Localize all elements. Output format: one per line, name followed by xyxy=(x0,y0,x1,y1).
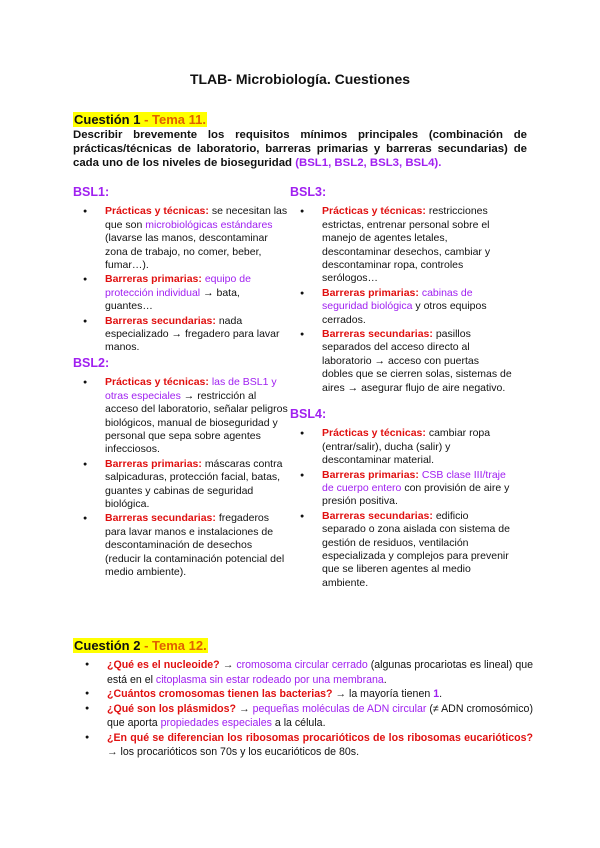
question-2-label-wrap xyxy=(73,638,208,653)
list-item xyxy=(105,273,288,313)
item-label: Prácticas y técnicas: xyxy=(105,205,209,218)
item-highlight: citoplasma sin estar rodeado por una membrana xyxy=(155,673,384,686)
item-label: Prácticas y técnicas: xyxy=(322,427,426,440)
item-highlight: las de BSL1 y otras especiales xyxy=(105,376,277,402)
item-text: → bata, guantes… xyxy=(105,286,240,313)
item-label: Barreras primarias: xyxy=(105,273,202,286)
item-text: máscaras contra salpicaduras, protección facial, batas, guantes y cabinas de seguridad biológica. xyxy=(105,457,283,511)
question-1-label: Cuestión 1 xyxy=(74,112,141,127)
arrow-text: → xyxy=(236,702,253,715)
item-text: y otros equipos cerrados. xyxy=(322,300,487,326)
item-text: (≠ ADN cromosómico) que aporta xyxy=(107,702,533,729)
item-label: Barreras primarias: xyxy=(322,286,419,299)
item-text: edificio separado o zona aislada con sistema de gestión de residuos, ventilación especializada y complejos para prevenir que se liberen agentes al medio ambiente. xyxy=(322,509,510,589)
question-1-header xyxy=(73,112,207,127)
bsl3-list xyxy=(290,205,512,395)
sub-question: ¿Qué son los plásmidos? xyxy=(107,702,237,715)
item-highlight: 1 xyxy=(433,688,440,700)
bsl4-list xyxy=(290,427,512,590)
sub-question: ¿En qué se diferencian los ribosomas procarióticos de los ribosomas eucarióticos? xyxy=(107,731,533,744)
question-2-label: Cuestión 2 xyxy=(74,638,141,653)
list-item xyxy=(105,512,288,579)
item-highlight: cromosoma circular cerrado xyxy=(236,659,368,671)
list-item xyxy=(322,469,512,509)
question-1-prompt-levels: (BSL1, BSL2, BSL3, BSL4). xyxy=(295,157,442,169)
list-item xyxy=(322,287,512,327)
bsl2-list xyxy=(73,376,288,579)
item-text: (lavarse las manos, descontaminar zona de trabajo, no comer, beber, fumar…). xyxy=(105,232,268,272)
item-text: cambiar ropa (entrar/salir), ducha (salir) y descontaminar material. xyxy=(322,427,491,467)
item-text: nada especializado → fregadero para lavar manos. xyxy=(105,314,280,354)
item-text: a la célula. xyxy=(271,717,326,729)
item-label: Prácticas y técnicas: xyxy=(105,376,209,389)
item-highlight: pequeñas moléculas de ADN circular xyxy=(252,702,427,715)
item-text: pasillos separados del acceso directo al laboratorio → acceso con puertas dobles que se cierren solas, sistemas de aires → asegurar flujo de aire negativo. xyxy=(322,328,512,394)
item-text: los procarióticos son 70s y los eucarióticos de 80s. xyxy=(120,746,360,758)
item-highlight: equipo de protección individual xyxy=(105,273,251,299)
bsl1-section xyxy=(73,186,288,356)
item-text: se necesitan las que son xyxy=(105,205,288,231)
item-label: Barreras secundarias: xyxy=(105,314,216,327)
item-highlight: microbiológicas estándares xyxy=(145,218,273,231)
item-text: la mayoría tienen xyxy=(348,688,434,700)
question-1-label-wrap xyxy=(73,112,207,127)
bsl3-heading: BSL3: xyxy=(290,185,327,199)
bsl3-section xyxy=(290,186,512,396)
item-text: con provisión de aire y presión positiva. xyxy=(322,482,510,508)
list-item xyxy=(322,510,512,590)
item-highlight: cabinas de seguridad biológica xyxy=(322,286,473,313)
question-2-tema: Tema 12. xyxy=(152,638,207,653)
item-label: Barreras secundarias: xyxy=(105,512,216,525)
sub-question: ¿Cuántos cromosomas tienen las bacterias? xyxy=(107,688,333,700)
list-item xyxy=(322,427,512,467)
item-text: . xyxy=(383,673,387,686)
item-highlight: CSB clase III/traje de cuerpo entero xyxy=(322,468,506,495)
question-2-header xyxy=(73,638,208,653)
question-2-list-wrap xyxy=(73,658,533,760)
bsl2-section xyxy=(73,357,288,581)
list-item xyxy=(107,731,533,760)
document-title: TLAB- Microbiología. Cuestiones xyxy=(189,71,411,87)
arrow-text: → xyxy=(107,746,121,758)
list-item xyxy=(107,658,533,687)
question-1-prompt xyxy=(73,128,527,170)
item-label: Barreras primarias: xyxy=(105,457,202,470)
bsl4-heading: BSL4: xyxy=(290,407,327,421)
bsl1-heading: BSL1: xyxy=(73,185,110,199)
question-1-prompt-text: Describir brevemente los requisitos mínimos principales (combinación de prácticas/técnicas de laboratorio, barreras primarias y barreras secundarias) de cada uno de los niveles de bioseguridad xyxy=(73,129,527,169)
item-label: Barreras primarias: xyxy=(322,468,419,481)
list-item xyxy=(322,205,512,285)
list-item xyxy=(322,328,512,395)
arrow-text: → xyxy=(332,688,349,700)
question-1-dash: - xyxy=(140,112,153,127)
list-item xyxy=(105,315,288,355)
bsl1-list xyxy=(73,205,288,354)
item-highlight: propiedades especiales xyxy=(160,717,272,729)
bsl2-heading: BSL2: xyxy=(73,356,110,370)
question-1-tema: Tema 11. xyxy=(152,112,206,127)
question-2-dash: - xyxy=(140,638,153,653)
arrow-text: → xyxy=(219,659,237,671)
item-text: . xyxy=(439,688,443,700)
list-item xyxy=(107,687,533,702)
list-item xyxy=(105,205,288,272)
item-label: Barreras secundarias: xyxy=(322,509,433,522)
bsl4-section xyxy=(290,408,512,591)
item-text: → restricción al acceso del laboratorio, señalar peligros biológicos, manual de bioseguridad y personal que sepa sobre agentes infecciosos. xyxy=(105,389,288,456)
question-2-list xyxy=(73,658,533,760)
item-label: Barreras secundarias: xyxy=(322,328,433,341)
list-item xyxy=(107,702,533,731)
sub-question: ¿Qué es el nucleoide? xyxy=(107,659,220,671)
list-item xyxy=(105,458,288,512)
item-text: fregaderos para lavar manos e instalaciones de descontaminación de desechos (reducir la contaminación potencial del medio ambiente). xyxy=(105,512,285,579)
list-item xyxy=(105,376,288,456)
item-text: (algunas procariotas es lineal) que está en el xyxy=(107,659,534,686)
item-label: Prácticas y técnicas: xyxy=(322,205,426,218)
item-text: restricciones estrictas, entrenar personal sobre el manejo de agentes letales, descontaminar desechos, cambiar y descontaminar ropa, controles serólogos… xyxy=(322,205,491,285)
